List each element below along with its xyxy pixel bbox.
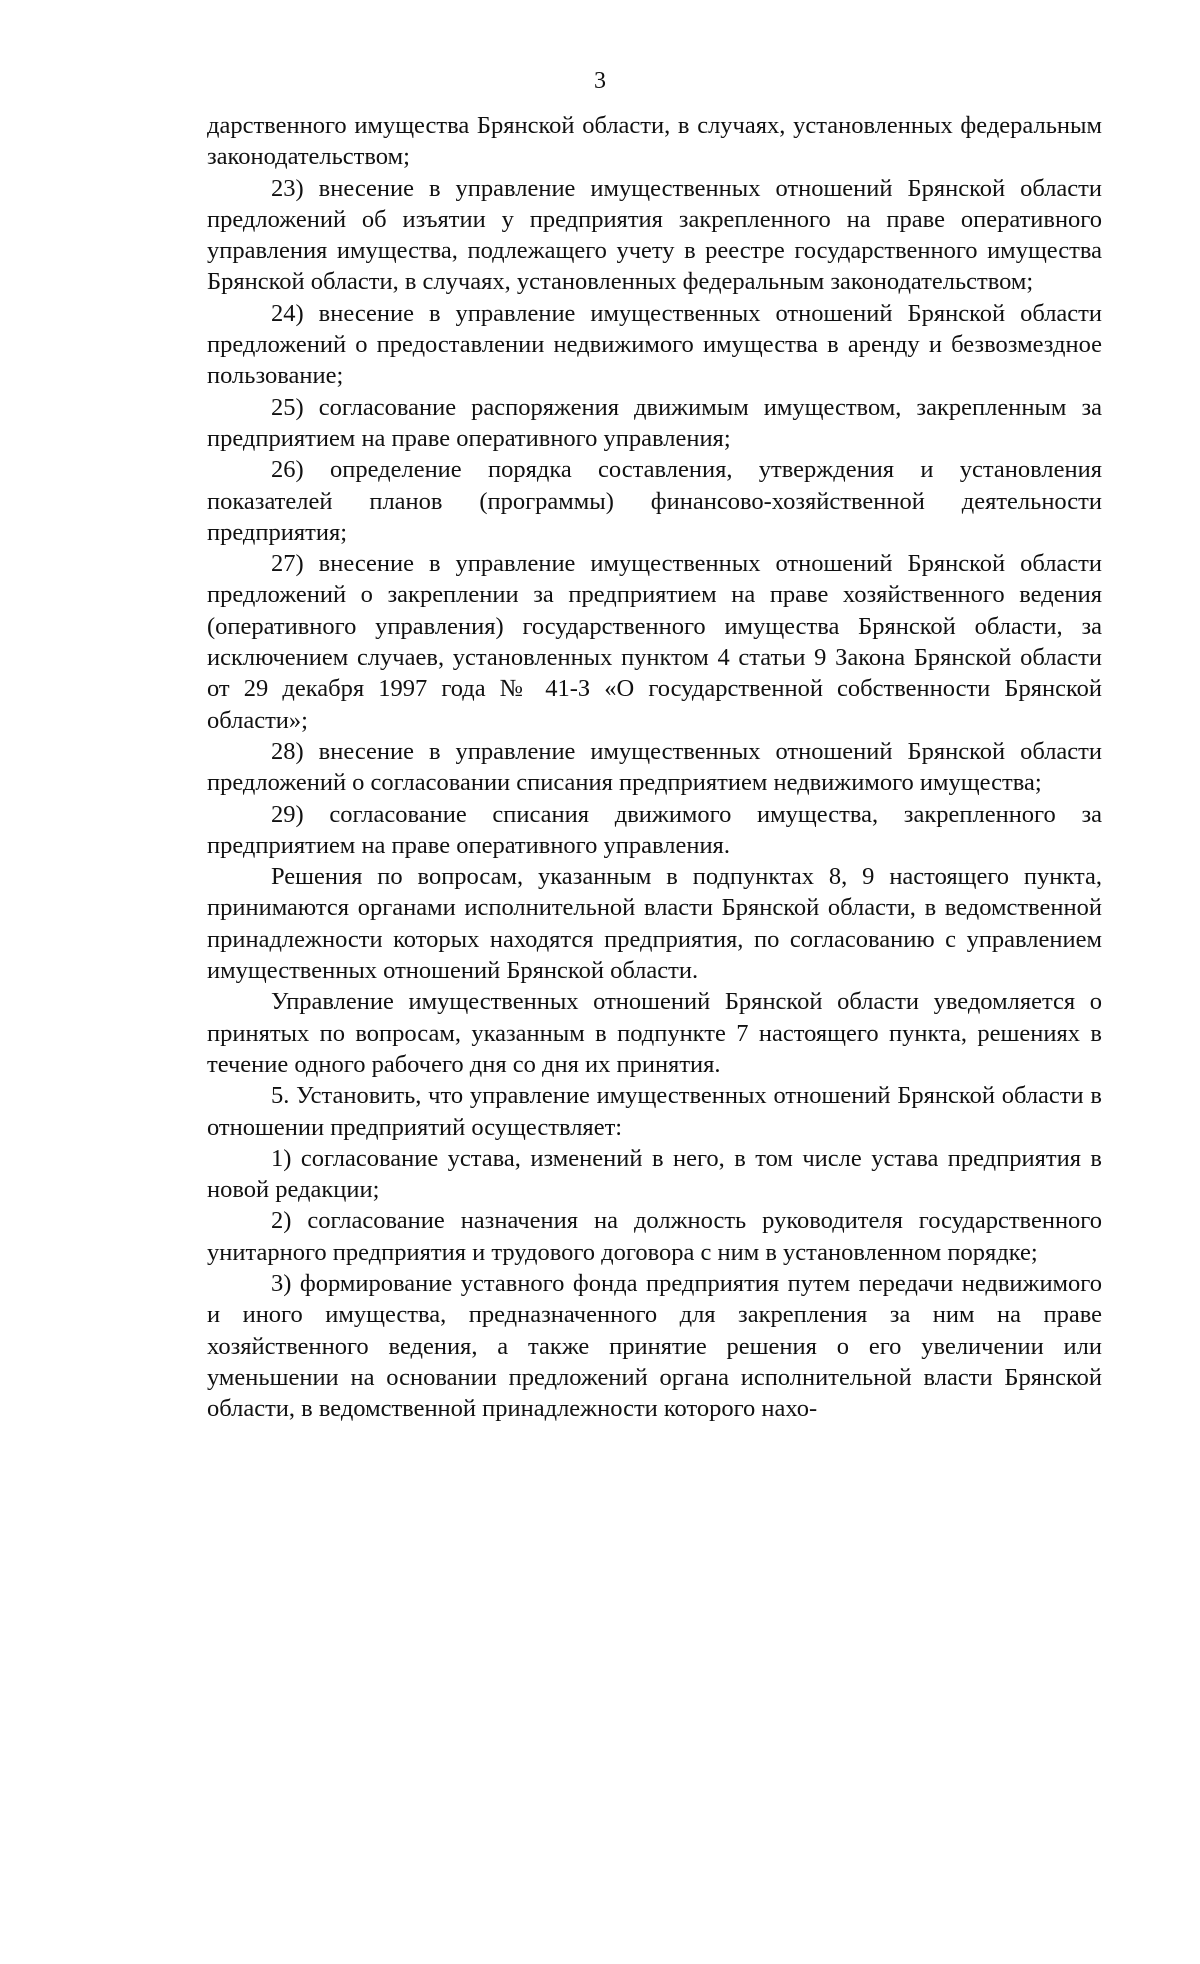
- paragraph-decisions: Решения по вопросам, указанным в подпунктах 8, 9 настоящего пункта, принимаются органами исполнительной власти Брянской области, в ведомственной принадлежности которых находятся предприятия, по согласованию с управлением имущественных отношений Брянской области.: [207, 863, 1102, 985]
- paragraph-item-24: 24) внесение в управление имущественных отношений Брянской области предложений о предоставлении недвижимого имущества в аренду и безвозмездное пользование;: [207, 299, 1102, 390]
- paragraph-notification: Управление имущественных отношений Брянской области уведомляется о принятых по вопросам, указанным в подпункте 7 настоящего пункта, решениях в течение одного рабочего дня со дня их принятия.: [207, 988, 1102, 1078]
- paragraph-continuation: дарственного имущества Брянской области, в случаях, установленных федеральным законодательством;: [207, 112, 1102, 171]
- paragraph-item-28: 28) внесение в управление имущественных отношений Брянской области предложений о согласовании списания предприятием недвижимого имущества;: [207, 737, 1102, 797]
- paragraph-section-5-item-3: 3) формирование уставного фонда предприятия путем передачи недвижимого и иного имущества, предназначенного для закрепления за ним на праве хозяйственного ведения, а также принятие решения о его увеличении или уменьшении на основании предложений органа исполнительной власти Брянской области, в ведомственной принадлежности которого нахо-: [207, 1269, 1102, 1423]
- paragraph-section-5-item-2: 2) согласование назначения на должность руководителя государственного унитарного предприятия и трудового договора с ним в установленном порядке;: [207, 1207, 1102, 1266]
- paragraph-item-23: 23) внесение в управление имущественных отношений Брянской области предложений об изъятии у предприятия закрепленного на праве оперативного управления имущества, подлежащего учету в реестре государственного имущества Брянской области, в случаях, установленных федеральным законодательством;: [207, 174, 1102, 296]
- paragraph-item-27: 27) внесение в управление имущественных отношений Брянской области предложений о закреплении за предприятием на праве хозяйственного ведения (оперативного управления) государственного имущества Брянской области, за исключением случаев, установленных пунктом 4 статьи 9 Закона Брянской области от 29 декабря 1997 года № 41-З «О государственной собственности Брянской области»;: [207, 550, 1102, 734]
- page-number: 3: [594, 68, 606, 94]
- paragraph-section-5: 5. Установить, что управление имущественных отношений Брянской области в отношении предприятий осуществляет:: [207, 1082, 1102, 1141]
- paragraph-item-25: 25) согласование распоряжения движимым имуществом, закрепленным за предприятием на праве оперативного управления;: [207, 393, 1102, 452]
- document-body: [207, 110, 1102, 1424]
- paragraph-section-5-item-1: 1) согласование устава, изменений в него, в том числе устава предприятия в новой редакции;: [207, 1144, 1102, 1204]
- paragraph-item-29: 29) согласование списания движимого имущества, закрепленного за предприятием на праве оперативного управления.: [207, 800, 1102, 859]
- paragraph-item-26: 26) определение порядка составления, утверждения и установления показателей планов (программы) финансово-хозяйственной деятельности предприятия;: [207, 456, 1102, 546]
